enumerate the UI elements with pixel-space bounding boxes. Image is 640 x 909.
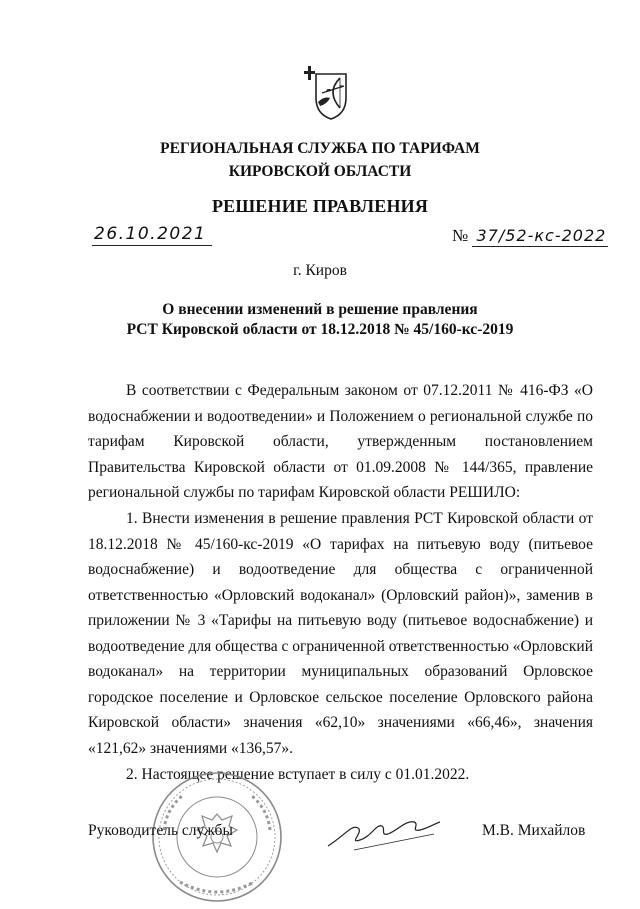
subject-line2: РСТ Кировской области от 18.12.2018 № 45/160-кс-2019 [126, 321, 514, 338]
decision-subject [0, 300, 640, 340]
item-1-block [88, 506, 593, 761]
coat-of-arms-icon [300, 62, 356, 122]
decision-date: 26.10.2021 [92, 224, 212, 246]
subject-line1: О внесении изменений в решение правления [162, 301, 478, 318]
intro-paragraph: В соответствии с Федеральным законом от 07.12.2011 № 416-ФЗ «О водоснабжении и водоотведении» и Положением о региональной службе по тарифам Кировской области, утвержденным постановлением Правительства Кировской области от 01.09.2008 № 144/365, правление региональной службы по тарифам Кировской области РЕШИЛО: [88, 382, 593, 501]
item-2-paragraph: 2. Настоящее решение вступает в силу с 01.01.2022. [126, 766, 470, 783]
organization-name-line1: РЕГИОНАЛЬНАЯ СЛУЖБА ПО ТАРИФАМ [160, 140, 480, 157]
decision-number: 37/52-кс-2022 [472, 226, 608, 247]
decision-title: РЕШЕНИЕ ПРАВЛЕНИЯ [211, 196, 429, 216]
city-name: г. Киров [293, 262, 347, 279]
signatory-position: Руководитель службы [88, 822, 233, 839]
item-1-paragraph: 1. Внести изменения в решение правления РСТ Кировской области от 18.12.2018 № 45/160-кс-2019 «О тарифах на питьевую воду (питьевое водоснабжение) и водоотведение для общества с ограниченной ответственностью «Орловский водоканал» (Орловский район)», заменив в приложении № 3 «Тарифы на питьевую воду (питьевое водоснабжение) и водоотведение для общества с ограниченной ответственностью «Орловский водоканал» на территории муниципальных образований Орловское городское поселение и Орловское сельское поселение Орловского района Кировской области» значения «62,10» значениями «66,46», значения «121,62» значениями «136,57». [88, 510, 593, 757]
decision-number-block [452, 226, 608, 246]
signatory-name: М.В. Михайлов [482, 822, 586, 839]
organization-name-line2: КИРОВСКОЙ ОБЛАСТИ [228, 163, 412, 180]
number-prefix: № [452, 226, 469, 245]
handwritten-signature-icon [324, 806, 444, 854]
intro-paragraph-block [88, 378, 593, 506]
organization-name [0, 137, 640, 183]
